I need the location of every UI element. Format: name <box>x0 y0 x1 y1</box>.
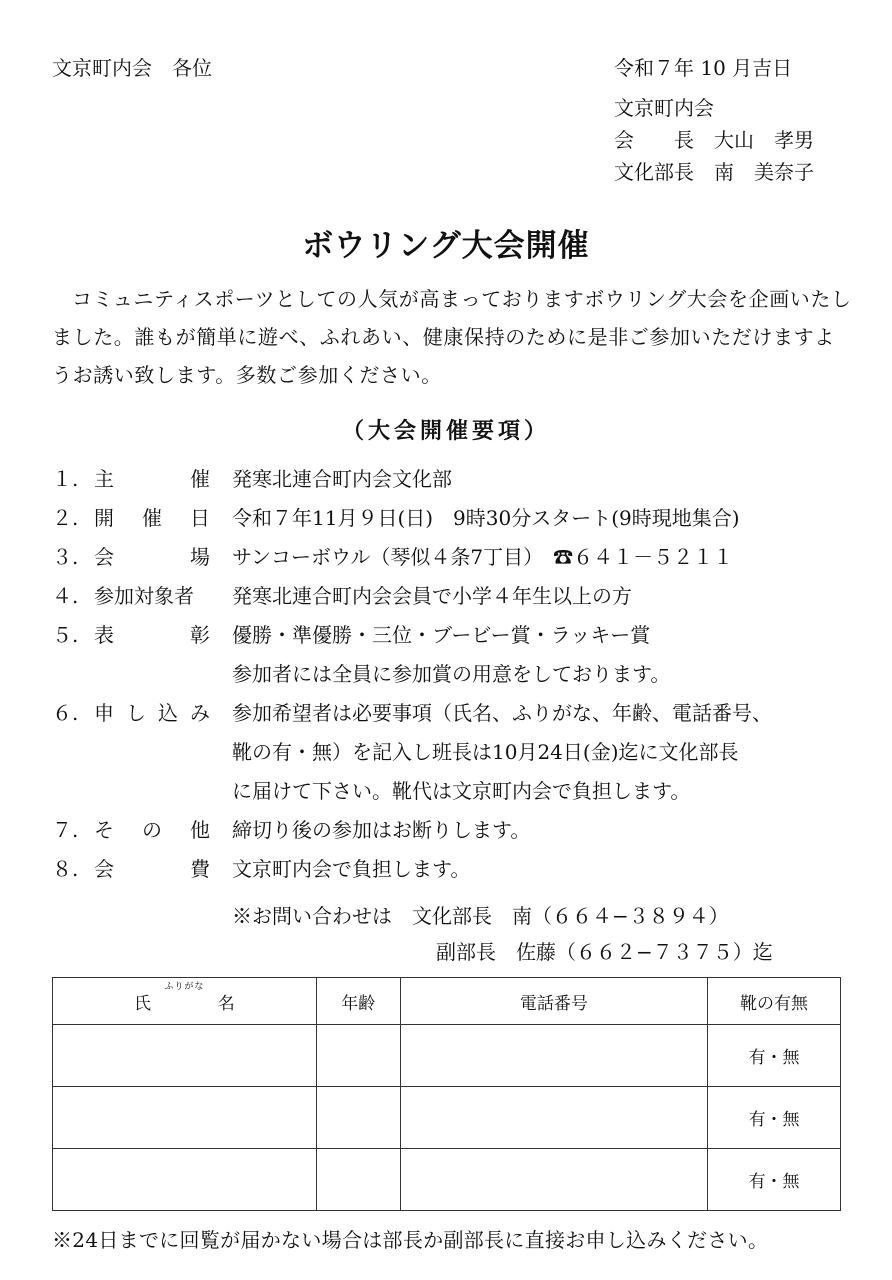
item-content <box>232 850 847 889</box>
item-content <box>232 616 847 694</box>
label-char: 催 <box>190 467 210 491</box>
age-column-header: 年齢 <box>316 978 400 1025</box>
venue-phone: ６４１－５２１１ <box>573 545 734 569</box>
table-header-row <box>53 978 841 1025</box>
label-char: 会 <box>94 545 114 569</box>
event-details-list <box>52 460 852 889</box>
label-char: 申 <box>94 701 114 725</box>
name-column-header <box>53 978 317 1025</box>
item-label <box>94 460 210 499</box>
list-item <box>52 616 852 694</box>
label-char: 日 <box>190 506 210 530</box>
list-item <box>52 811 852 850</box>
label-char: 込 <box>158 701 178 725</box>
name-cell[interactable] <box>53 1087 317 1149</box>
age-cell[interactable] <box>316 1087 400 1149</box>
item-number: １. <box>52 467 79 491</box>
item-label <box>94 538 210 577</box>
sender-org: 文京町内会 <box>614 96 714 120</box>
item-number: ５. <box>52 623 79 647</box>
content-line: 靴の有・無）を記入し班長は10月24日(金)迄に文化部長 <box>232 740 739 764</box>
content-line: 締切り後の参加はお断りします。 <box>232 818 531 842</box>
application-form-table <box>52 977 841 1211</box>
phone-cell[interactable] <box>400 1025 708 1087</box>
label-char: 催 <box>142 506 162 530</box>
name-header-right: 名 <box>217 993 235 1014</box>
phone-cell[interactable] <box>400 1087 708 1149</box>
label-char: 場 <box>190 545 210 569</box>
contact-line-1: ※お問い合わせは 文化部長 南（６６４−３８９４） <box>232 904 729 928</box>
issue-date: 令和７年 10 月吉日 <box>614 56 793 80</box>
sender-culture-head: 文化部長 南 美奈子 <box>614 160 814 184</box>
item-number: ８. <box>52 857 79 881</box>
item-number: ３. <box>52 545 79 569</box>
content-line <box>232 538 847 577</box>
shoes-cell[interactable]: 有・無 <box>708 1149 841 1211</box>
item-label <box>94 694 210 733</box>
item-content <box>232 460 847 499</box>
section-title: （大会開催要項） <box>341 419 550 444</box>
shoes-cell[interactable]: 有・無 <box>708 1087 841 1149</box>
sender-block <box>614 92 814 188</box>
table-row <box>53 1087 841 1149</box>
label-char: 彰 <box>190 623 210 647</box>
label-char: 費 <box>190 857 210 881</box>
label-char: 他 <box>190 818 210 842</box>
age-cell[interactable] <box>316 1025 400 1087</box>
content-line: 参加者には全員に参加賞の用意をしております。 <box>232 662 671 686</box>
table-row <box>53 1025 841 1087</box>
item-number: ２. <box>52 506 79 530</box>
list-item <box>52 460 852 499</box>
addressee: 文京町内会 各位 <box>52 56 212 80</box>
telephone-icon: ☎ <box>553 545 574 569</box>
item-label <box>94 499 210 538</box>
label-char: 参加対象者 <box>94 584 194 608</box>
item-label <box>94 616 210 655</box>
label-char: し <box>126 701 146 725</box>
content-line: 文京町内会で負担します。 <box>232 857 471 881</box>
label-char: そ <box>94 818 114 842</box>
item-number: ４. <box>52 584 79 608</box>
table-row <box>53 1149 841 1211</box>
list-item <box>52 850 852 889</box>
furigana-label: ふりがな <box>164 981 205 992</box>
name-cell[interactable] <box>53 1149 317 1211</box>
label-char: み <box>190 701 210 725</box>
list-item <box>52 499 852 538</box>
name-cell[interactable] <box>53 1025 317 1087</box>
content-line: 発寒北連合町内会文化部 <box>232 467 452 491</box>
phone-cell[interactable] <box>400 1149 708 1211</box>
item-label <box>94 577 210 616</box>
content-line: 発寒北連合町内会会員で小学４年生以上の方 <box>232 584 632 608</box>
label-char: 会 <box>94 857 114 881</box>
shoes-cell[interactable]: 有・無 <box>708 1025 841 1087</box>
age-cell[interactable] <box>316 1149 400 1211</box>
content-line: に届けて下さい。靴代は文京町内会で負担します。 <box>232 779 691 803</box>
item-content <box>232 811 847 850</box>
label-char: の <box>142 818 162 842</box>
item-label <box>94 850 210 889</box>
item-content <box>232 577 847 616</box>
item-content <box>232 694 847 811</box>
label-char: 主 <box>94 467 114 491</box>
contact-line-2: 副部長 佐藤（６６２−７３７５）迄 <box>436 940 773 964</box>
label-char: 開 <box>94 506 114 530</box>
name-header-left: 氏 <box>133 993 151 1014</box>
list-item <box>52 694 852 811</box>
venue-text: サンコーボウル（琴似４条7丁目） <box>232 545 534 569</box>
list-item <box>52 577 852 616</box>
item-label <box>94 811 210 850</box>
content-line: 参加希望者は必要事項（氏名、ふりがな、年齢、電話番号、 <box>232 701 772 725</box>
phone-column-header: 電話番号 <box>400 978 708 1025</box>
list-item <box>52 538 852 577</box>
intro-paragraph: コミュニティスポーツとしての人気が高まっておりますボウリング大会を企画いたしました。誰もが簡単に遊べ、ふれあい、健康保持のために是非ご参加いただけますようお誘い致します。多数ご参加ください。 <box>52 287 852 387</box>
page-title: ボウリング大会開催 <box>302 228 590 264</box>
shoes-column-header: 靴の有無 <box>708 978 841 1025</box>
item-content <box>232 538 847 577</box>
label-char: 表 <box>94 623 114 647</box>
contact-info <box>232 898 773 970</box>
item-number: ６. <box>52 701 79 725</box>
sender-chair: 会 長 大山 孝男 <box>614 128 814 152</box>
item-number: ７. <box>52 818 79 842</box>
item-content <box>232 499 847 538</box>
content-line: 優勝・準優勝・三位・ブービー賞・ラッキー賞 <box>232 623 651 647</box>
footnote: ※24日までに回覧が届かない場合は部長か副部長に直接お申し込みください。 <box>52 1228 769 1252</box>
content-line: 令和７年11月９日(日) 9時30分スタート(9時現地集合) <box>232 506 740 530</box>
